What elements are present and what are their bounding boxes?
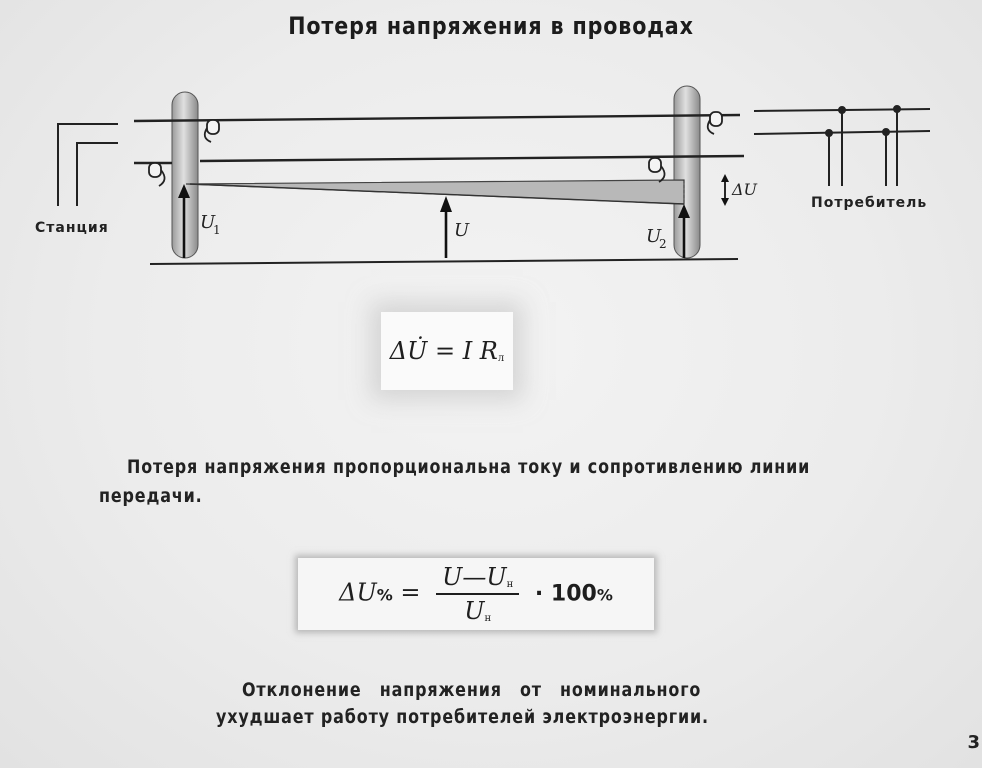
denominator-text: U — [464, 597, 485, 625]
station-label: Станция — [35, 220, 109, 236]
insulator-icon — [149, 112, 722, 186]
formula1-subscript: л — [497, 353, 505, 364]
formula2-percent: % — [376, 585, 393, 605]
formula1-lhs: ΔU̇ — [389, 337, 428, 365]
numerator-subscript: н — [506, 579, 514, 590]
consumer-bus — [754, 106, 930, 186]
page-number: 3 — [967, 732, 980, 753]
station-bus — [58, 124, 118, 206]
u-symbol: U — [454, 220, 470, 241]
formula2-times-100: · 100 — [534, 581, 597, 607]
formula2-eq: = — [392, 578, 429, 607]
conclusion-line-1: Отклонение напряжения от номинального — [242, 679, 702, 701]
u1-subscript: 1 — [213, 223, 221, 237]
explanation-line-1: Потеря напряжения пропорциональна току и сопротивлению линии — [127, 456, 811, 478]
conclusion-line-2: ухудшает работу потребителей электроэнергии. — [216, 706, 709, 728]
consumer-label: Потребитель — [811, 195, 928, 211]
line-wires — [134, 115, 744, 163]
right-pole — [674, 86, 700, 258]
page-title: Потеря напряжения в проводах — [288, 12, 694, 40]
ground-line — [150, 259, 738, 264]
u2-subscript: 2 — [659, 237, 667, 251]
formula2-fraction — [436, 563, 519, 625]
numerator-text: U—U — [442, 563, 507, 591]
formula2-denominator — [464, 595, 491, 625]
formula-percent-deviation — [298, 558, 654, 630]
formula2-percent-2: % — [596, 585, 613, 605]
explanation-line-2: передачи. — [99, 485, 203, 507]
formula1-eq: = — [427, 337, 463, 365]
delta-u-label: ΔU — [732, 180, 758, 199]
formula2-numerator — [436, 563, 519, 595]
u2-symbol: U — [646, 226, 662, 247]
voltage-loss-diagram — [0, 0, 982, 300]
formula2-lhs: ΔU — [339, 578, 377, 607]
formula-voltage-drop — [381, 312, 513, 390]
denominator-subscript: н — [484, 613, 492, 624]
formula1-rhs: I R — [462, 337, 498, 365]
u1-symbol: U — [200, 212, 216, 233]
